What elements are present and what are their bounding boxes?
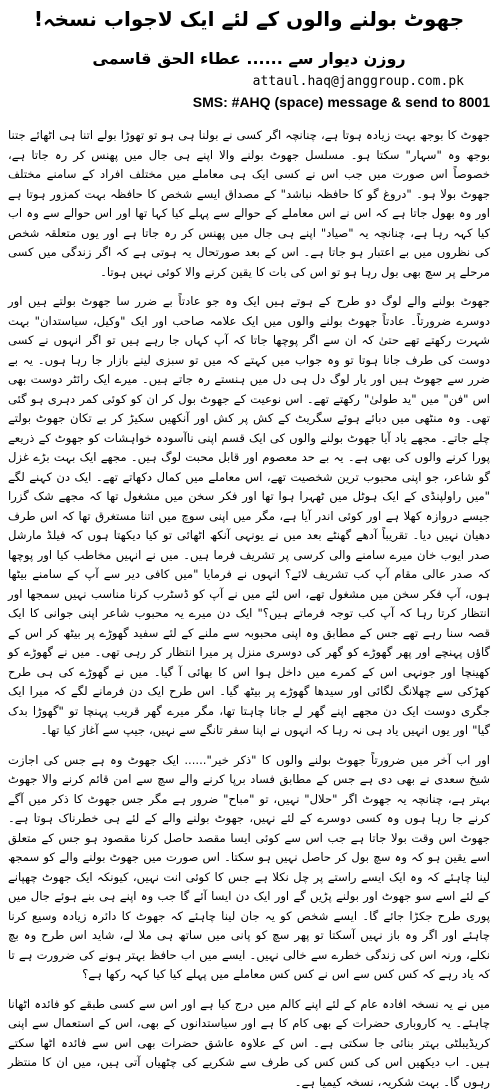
body-paragraph-2: جھوٹ بولنے والے لوگ دو طرح کے ہوتے ہیں ایک وہ جو عادتاً بے ضرر سا جھوٹ بولتے ہیں اور دوسرے ضرورتاً۔ عادتاً جھوٹ بولنے والوں میں ایک علامہ صاحب اور ایک "وکیل، سیاستدان" بہت شہرت رکھتے تھے حتیٰ کہ ان سے اگر پوچھا جاتا کہ آپ کہاں جا رہے ہیں تو اگر انہوں نے کسی دوست کی طرف جانا ہوتا تو وہ جواب میں کہتے کہ میں تو سبزی لینے بازار جا رہا ہوں۔ یہ بے ضرر سے جھوٹ ہیں اور یار لوگ دل ہی دل میں ہنستے رہ جاتے ہیں۔ میرے ایک رائٹر دوست بھی اس "فن" میں "ید طولیٰ" رکھتے تھے۔ اس نوعیت کے جھوٹ بول کر ان کو کوئی کمر دہری ہو گئی تھی۔ وہ منٹھی میں دبائے ہوئے سگریٹ کے کش پر کش اور آنکھیں سکیڑ کر بے تکان جھوٹ بولتے چلے جاتے۔ مجھے یاد آیا جھوٹ بولنے والوں کی ایک قسم اپنی ناآسودہ خواہشات کو جھوٹ کے ذریعے پورا کرنے والوں کی بھی ہے۔ یہ بے حد معصوم اور قابل محبت لوگ ہیں۔ مجھے ایک بہت بڑے غزل گو شاعر، جو اپنی محبوب ترین شخصیت تھے، اس معاملے میں کمال دکھاتے تھے۔ ایک دن کہنے لگے "میں راولپنڈی کے ایک ہوٹل میں ٹھہرا ہوا تھا اور فکر سخن میں مشغول تھا کہ مجھے شک گزرا جیسے دروازہ کھلا ہے اور کوئی اندر آیا ہے، مگر میں اپنی سوچ میں اتنا مستغرق تھا کہ اس طرف دھیان نہیں دیا۔ تقریباً آدھے گھنٹے بعد میں نے یونہی آنکھ اٹھائی تو کیا دیکھتا ہوں کہ فیلڈ مارشل صدر ایوب خان میرے سامنے والی کرسی پر تشریف فرما ہیں۔ میں نے انہیں مخاطب کیا اور پوچھا کہ صدر عالی مقام آپ کب تشریف لائے؟ انہوں نے فرمایا "میں کافی دیر سے آپ کے سامنے بیٹھا ہوں، آپ فکر سخن میں مشغول تھے، اس لئے میں نے آپ کو ڈسٹرب کرنا مناسب نہیں سمجھا اور انتظار کرتا رہا کہ آپ کب توجہ فرماتے ہیں؟" ایک دن میرے یہ محبوب شاعر اپنی جوانی کا ایک قصہ سنا رہے تھے جس کے مطابق وہ اپنی محبوبہ سے ملنے کے لئے سفید گھوڑے پر بیٹھ کر اس کے گاؤں پہنچے اور پھر گھوڑے کو گھر کی دوسری منزل پر میرا انتظار کر رہی تھی۔ میں نے گھوڑے کو کھینچا اور جونہی اس کے کمرے میں داخل ہوا اس کا بھائی آ گیا۔ میں نے گھوڑے کی ہی طرح کھڑکی سے چھلانگ لگائی اور سیدھا گھوڑے پر بیٹھ گیا۔ اس طرح ایک دن فرمانے لگے کہ میرا ایک جگری دوست ایک دن مجھے اپنے گھر لے جانا چاہتا تھا، مگر میرے گھر قریب پہنچا تو "گھوڑا بدک گیا" اور یوں انہیں یاد ہی نہ رہا کہ انہوں نے اپنا سفر تانگے سے نہیں، جیپ سے آغاز کیا تھا۔ xyxy=(8,292,490,741)
column-title: جھوٹ بولنے والوں کے لئے ایک لاجواب نسخہ! xyxy=(8,4,490,34)
body-paragraph-1: جھوٹ کا بوجھ بہت زیادہ ہوتا ہے، چنانچہ اگر کسی نے بولنا ہی ہو تو تھوڑا بولے اتنا ہی اٹھائے جتنا بوجھ وہ "سہار" سکتا ہو۔ مسلسل جھوٹ بولنے والا اپنے ہی جال میں پھنس کر رہ جاتا ہے، خصوصاً اس صورت میں جب اس نے کسی ایک ہی معاملے میں مختلف افراد کے سامنے مختلف جھوٹ بولا ہو۔ "دروغ گو کا حافظہ نباشد" کے مصداق ایسے شخص کا حافظہ بہت کمزور ہوتا ہے اور وہ بھول جاتا ہے کہ اس نے اس معاملے کے حوالے سے پہلے کیا کہا تھا اور اس حوالے سے وہ اب کیا کہہ رہا ہے، چنانچہ یہ "صیاد" اپنے ہی جال میں پھنس کر رہ جاتا ہے اور یوں متعلقہ شخص کی نظروں میں بے اعتبار ہو جاتا ہے۔ اس کے بعد صورتحال یہ ہوتی ہے کہ اگر زندگی میں کسی مرحلے پر سچ بھی بول رہا ہو تو اس کی بات کا یقین کرنے والا کوئی نہیں ہوتا۔ xyxy=(8,126,490,282)
sms-instruction: SMS: #AHQ (space) message & send to 8001 xyxy=(8,92,490,112)
body-paragraph-4: میں نے یہ نسخہ افادہ عام کے لئے اپنے کالم میں درج کیا ہے اور اس سے کسی طبقے کو فائدہ اٹھانا چاہئے۔ یہ کاروباری حضرات کے بھی کام کا ہے اور سیاستدانوں کے بھی، اس کے استعمال سے اپنی کریڈیبلٹی بہتر بنائی جا سکتی ہے۔ اس کے علاوہ عاشق حضرات بھی اس سے فائدہ اٹھا سکتے ہیں۔ اب دیکھیں اس کی کس کس کی طرف سے شکریے کی چٹھیاں آتی ہیں، میں ان کا منتظر رہوں گا۔ بہت شکریہ، نسخہ کیمیا ہے۔ xyxy=(8,995,490,1092)
author-email[interactable]: attaul.haq@janggroup.com.pk xyxy=(8,72,490,92)
body-paragraph-3: اور اب آخر میں ضرورتاً جھوٹ بولنے والوں کا "ذکر خیر"...... ایک جھوٹ وہ ہے جس کی اجازت شیخ سعدی نے بھی دی ہے جس کے مطابق فساد برپا کرنے والے سچ سے امن قائم کرنے والا جھوٹ بہتر ہے، چنانچہ یہ جھوٹ اگر "حلال" نہیں، تو "مباح" ضرور ہے مگر جس جھوٹ کا ذکر میں آگے کرنے جا رہا ہوں وہ کسی دوسرے کے لئے نہیں، جھوٹ بولنے والے کے لئے ہی خطرناک ہوتا ہے۔ جھوٹ اس وقت بولا جاتا ہے جب اس سے کوئی ایسا مقصد حاصل کرنا مقصود ہو جس کے متعلق اسے یقین ہو کہ وہ سچ بول کر حاصل نہیں ہو سکتا۔ اس صورت میں جھوٹ بولنے والے کو سمجھ لینا چاہئے کہ وہ ایک ایسے راستے پر چل نکلا ہے جس کا کوئی انت نہیں، کیونکہ ایک جھوٹ چھپانے کے لئے اسے سو جھوٹ اور بولنے پڑیں گے اور ایک دن ایسا آئے گا جب وہ اپنے ہی بنے ہوئے جال میں پوری طرح جکڑا جائے گا۔ ایسے شخص کو یہ جان لینا چاہئے کہ جھوٹ کا دائرہ زیادہ وسیع کرنا چاہئے اور اگر وہ باز نہیں آسکتا تو پھر سچ کو پانی میں ساتھ ہی ملا لے، شاید اس طرح وہ بچ نکلے، ورنہ اس کی زندگی خطرے سے خالی نہیں۔ ایسے میں اب حافظ بہتر ہونے کی ضرورت ہے تا کہ یاد رہے کہ کس کس سے اس نے کس کس معاملے میں پہلے کیا کیا کہہ رکھا ہے؟ xyxy=(8,751,490,985)
column-byline: روزن دیوار سے ...... عطاء الحق قاسمی xyxy=(8,48,490,70)
